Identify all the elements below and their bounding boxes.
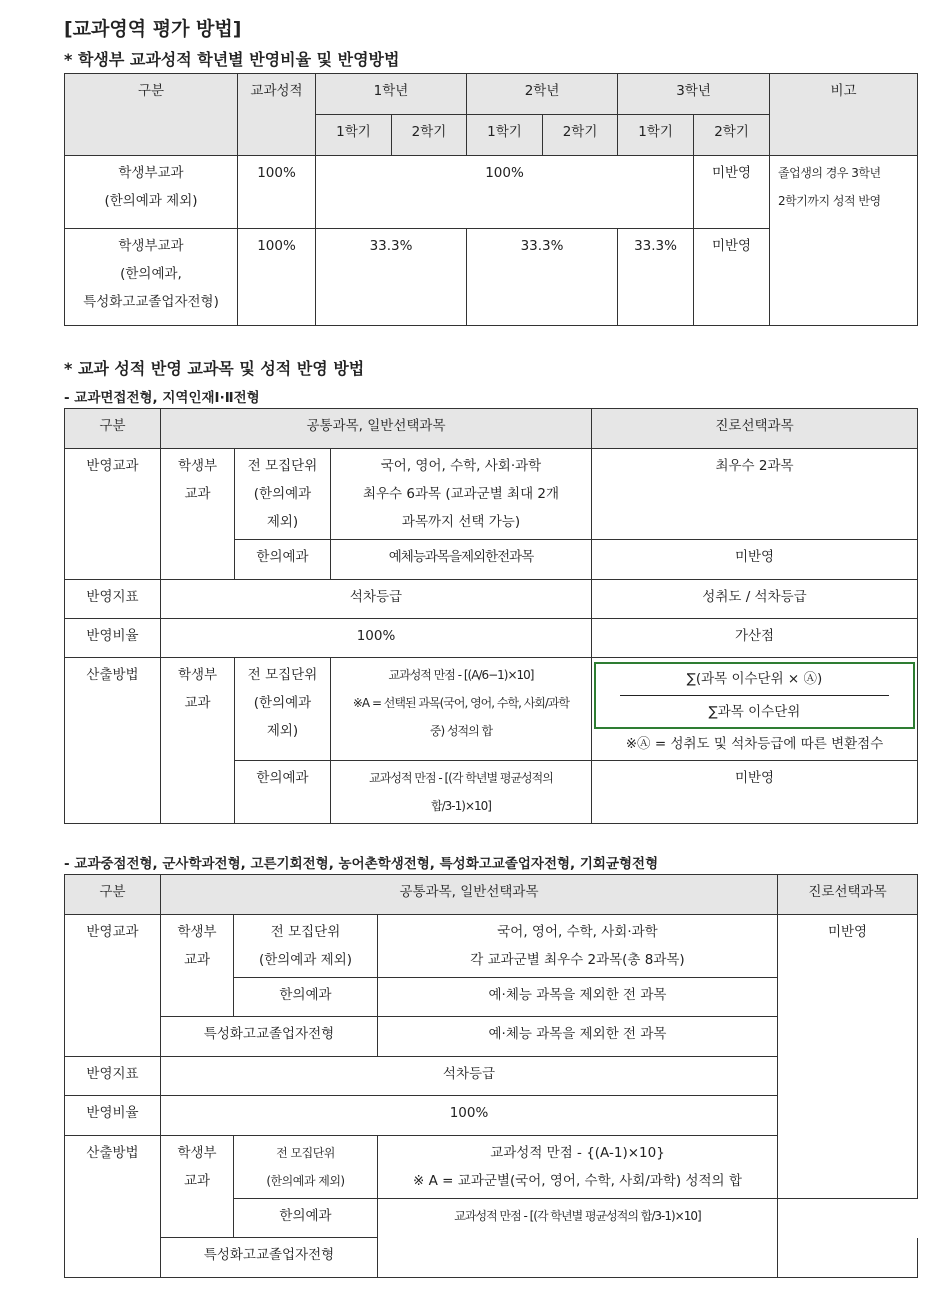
- header-y2-s1: 1학기: [467, 115, 543, 156]
- t1-header-common: 공통과목, 일반선택과목: [161, 409, 592, 449]
- t2-student-record: 학생부 교과: [161, 915, 234, 1017]
- t1-hanui: 한의예과: [235, 540, 331, 580]
- t2-r3-label: 반영비율: [65, 1096, 161, 1136]
- fraction-numerator: ∑(과목 이수단위 × Ⓐ): [686, 671, 823, 687]
- row1-last: 미반영: [694, 156, 770, 229]
- header-y2-s2: 2학기: [543, 115, 618, 156]
- row1-label: 학생부교과 (한의예과 제외): [65, 156, 238, 229]
- t1-r3-common: 100%: [161, 619, 592, 658]
- header-note: 비고: [770, 74, 918, 156]
- header-year2: 2학년: [467, 74, 618, 115]
- t1-calc-all-units: 전 모집단위 (한의예과 제외): [235, 658, 331, 761]
- header-year1: 1학년: [316, 74, 467, 115]
- fraction-denominator: ∑과목 이수단위: [708, 704, 801, 720]
- t1-r1-label: 반영교과: [65, 449, 161, 580]
- subheading-2: - 교과중점전형, 군사학과전형, 고른기회전형, 농어촌학생전형, 특성화고교졸업자전형, 기회균형전형: [64, 856, 659, 872]
- header-y1-s1: 1학기: [316, 115, 392, 156]
- t1-r2-label: 반영지표: [65, 580, 161, 619]
- row1-merged: 100%: [316, 156, 694, 229]
- t1-calc-hanui-formula: 교과성적 만점 - [(각 학년별 평균성적의 합/3-1)×10]: [331, 761, 592, 824]
- row1-score: 100%: [238, 156, 316, 229]
- t1-subjects: 국어, 영어, 수학, 사회·과학 최우수 6과목 (교과군별 최대 2개 과목까지 선택 가능): [331, 449, 592, 540]
- t2-r1-label: 반영교과: [65, 915, 161, 1057]
- fraction-note: ※Ⓐ = 성취도 및 석차등급에 따른 변환점수: [625, 736, 884, 752]
- t2-calc-hanui-formula: 교과성적 만점 - [(각 학년별 평균성적의 합/3-1)×10]: [378, 1199, 778, 1278]
- t1-calc-career: [592, 658, 918, 761]
- t1-all-units: 전 모집단위 (한의예과 제외): [235, 449, 331, 540]
- t1-r2-career: 성취도 / 석차등급: [592, 580, 918, 619]
- row2-score: 100%: [238, 229, 316, 326]
- header-year3: 3학년: [618, 74, 770, 115]
- t2-subjects: 국어, 영어, 수학, 사회·과학 각 교과군별 최우수 2과목(총 8과목): [378, 915, 778, 978]
- t2-calc-hanui: 한의예과: [234, 1199, 378, 1238]
- t2-hanui-subjects: 예·체능 과목을 제외한 전 과목: [378, 978, 778, 1017]
- row2-label: 학생부교과 (한의예과, 특성화고교졸업자전형): [65, 229, 238, 326]
- interview-table: [64, 408, 918, 824]
- t1-r3-label: 반영비율: [65, 619, 161, 658]
- t1-student-record: 학생부 교과: [161, 449, 235, 580]
- t1-header-gubun: 구분: [65, 409, 161, 449]
- t2-special-subjects: 예·체능 과목을 제외한 전 과목: [378, 1017, 778, 1057]
- fraction-formula: [594, 662, 915, 729]
- t2-career: 미반영: [778, 915, 918, 1199]
- t2-all-units: 전 모집단위 (한의예과 제외): [234, 915, 378, 978]
- header-y3-s1: 1학기: [618, 115, 694, 156]
- t1-header-career: 진로선택과목: [592, 409, 918, 449]
- t1-hanui-subjects: 예체능과목을제외한전과목: [331, 540, 592, 580]
- t1-calc-student-record: 학생부 교과: [161, 658, 235, 824]
- section2-heading: * 교과 성적 반영 교과목 및 성적 반영 방법: [64, 359, 365, 378]
- header-y3-s2: 2학기: [694, 115, 770, 156]
- grade-ratio-table: [64, 73, 918, 326]
- t1-career4: 미반영: [592, 761, 918, 824]
- t2-career-tail: [778, 1238, 918, 1278]
- t2-calc-all-units: 전 모집단위 (한의예과 제외): [234, 1136, 378, 1199]
- row-note: 졸업생의 경우 3학년 2학기까지 성적 반영: [770, 156, 918, 326]
- t2-special: 특성화고교졸업자전형: [161, 1017, 378, 1057]
- t2-header-common: 공통과목, 일반선택과목: [161, 875, 778, 915]
- section1-heading: * 학생부 교과성적 학년별 반영비율 및 반영방법: [64, 50, 400, 69]
- page-title: [교과영역 평가 방법]: [64, 18, 242, 40]
- row2-year3: 33.3%: [618, 229, 694, 326]
- t1-r2-common: 석차등급: [161, 580, 592, 619]
- t2-header-career: 진로선택과목: [778, 875, 918, 915]
- t2-r2-common: 석차등급: [161, 1057, 778, 1096]
- t2-r2-label: 반영지표: [65, 1057, 161, 1096]
- t2-r3-common: 100%: [161, 1096, 778, 1136]
- t1-calc-formula: 교과성적 만점 - [(A/6−1)×10] ※A = 선택된 과목(국어, 영어, 수학, 사회/과학 중) 성적의 합: [331, 658, 592, 761]
- row2-year2: 33.3%: [467, 229, 618, 326]
- header-score: 교과성적: [238, 74, 316, 156]
- t2-calc-special: 특성화고교졸업자전형: [161, 1238, 378, 1278]
- t1-r4-label: 산출방법: [65, 658, 161, 824]
- t2-r4-label: 산출방법: [65, 1136, 161, 1278]
- row2-last: 미반영: [694, 229, 770, 326]
- t1-career1: 최우수 2과목: [592, 449, 918, 540]
- t2-header-gubun: 구분: [65, 875, 161, 915]
- t1-career2: 미반영: [592, 540, 918, 580]
- fraction-bar: [620, 695, 889, 696]
- t2-calc-student-record: 학생부 교과: [161, 1136, 234, 1238]
- focus-table: [64, 874, 918, 1278]
- subheading-1: - 교과면접전형, 지역인재Ⅰ·Ⅱ전형: [64, 390, 260, 406]
- t2-calc-formula: 교과성적 만점 - {(A-1)×10} ※ A = 교과군별(국어, 영어, 수학, 사회/과학) 성적의 합: [378, 1136, 778, 1199]
- t1-r3-career: 가산점: [592, 619, 918, 658]
- row2-year1: 33.3%: [316, 229, 467, 326]
- header-gubun: 구분: [65, 74, 238, 156]
- t1-calc-hanui: 한의예과: [235, 761, 331, 824]
- t2-hanui: 한의예과: [234, 978, 378, 1017]
- header-y1-s2: 2학기: [392, 115, 467, 156]
